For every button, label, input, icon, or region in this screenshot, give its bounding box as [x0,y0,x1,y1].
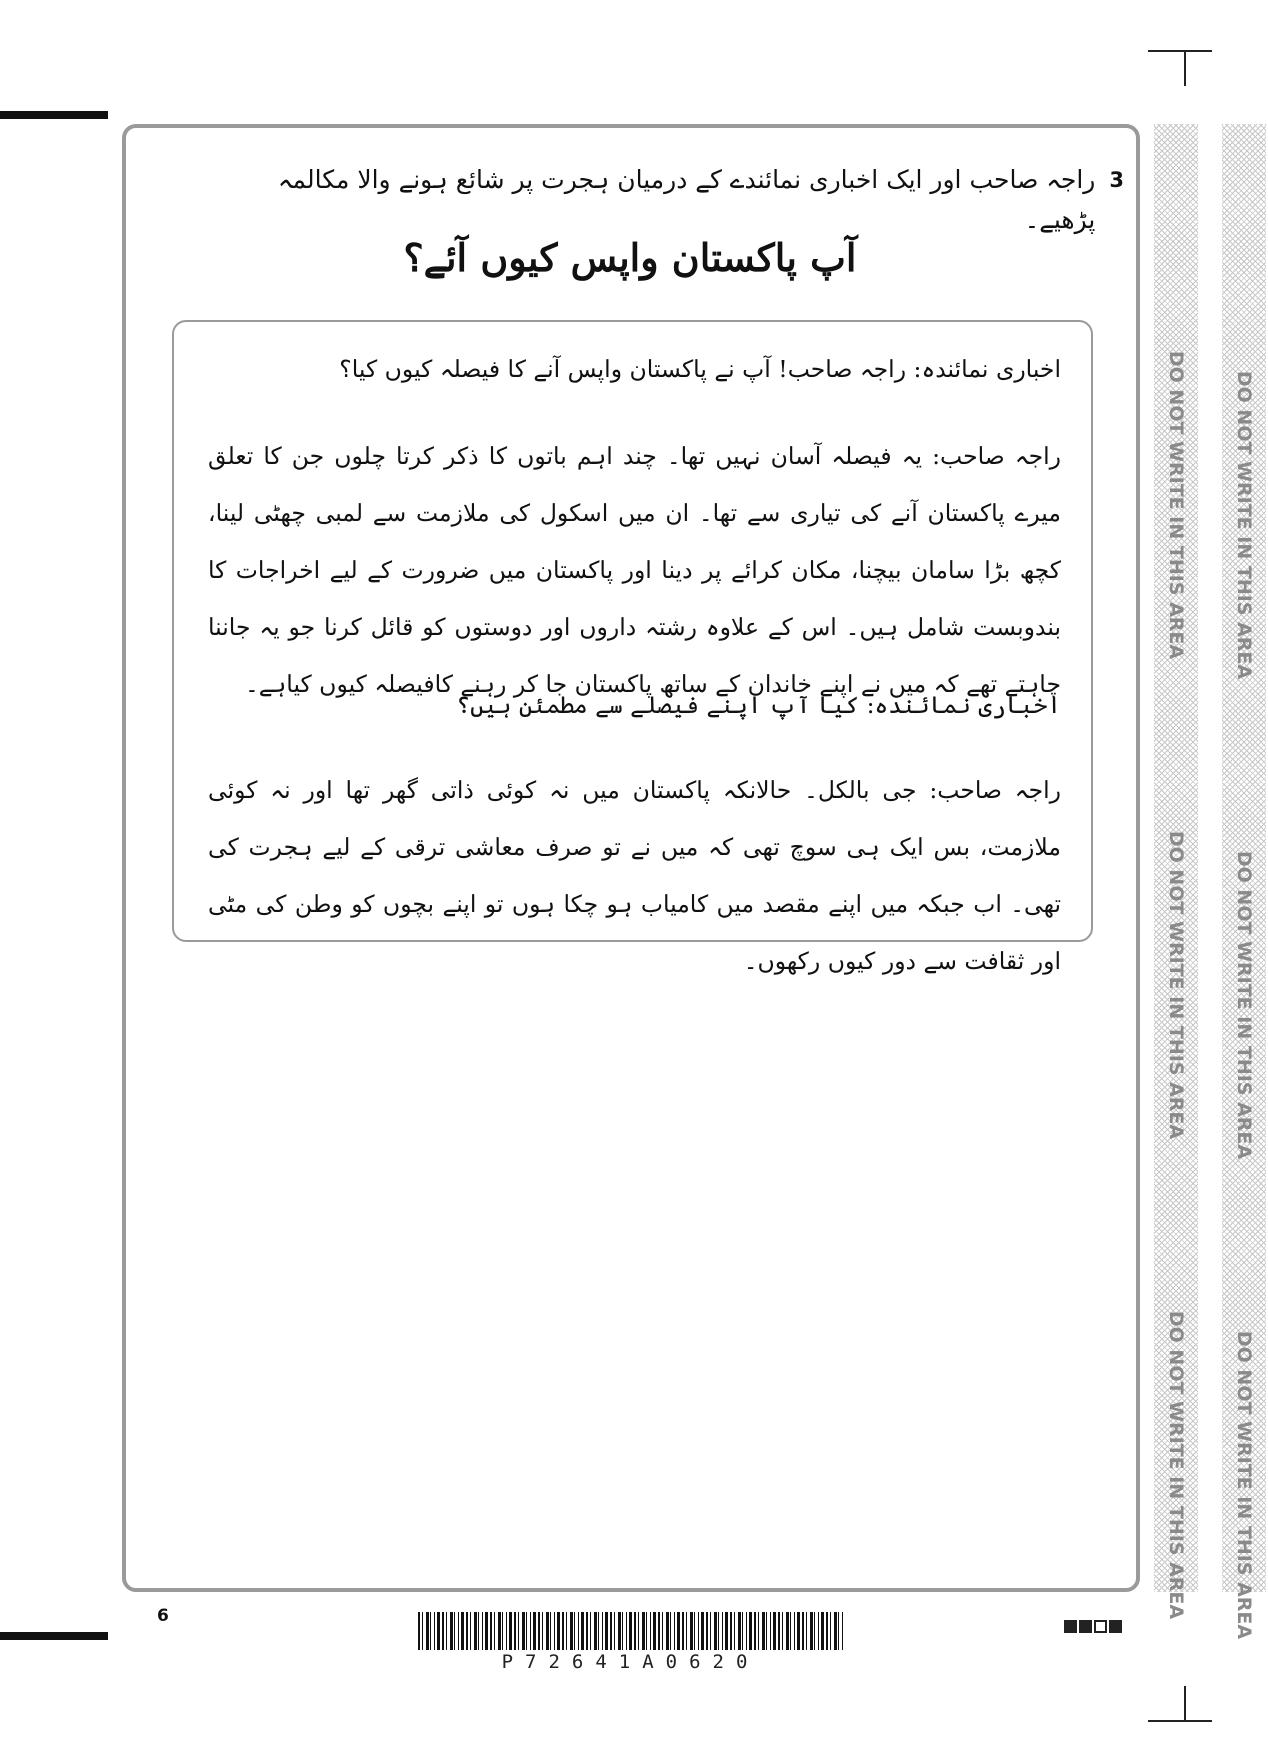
registration-square [1094,1620,1107,1633]
registration-square [1064,1620,1077,1633]
barcode [418,1612,843,1650]
crop-mark [1148,50,1212,52]
margin-bar [0,1632,108,1640]
margin-warning: DO NOT WRITE IN THIS AREA [1165,830,1187,1139]
crop-mark [1184,1686,1186,1722]
margin-warning: DO NOT WRITE IN THIS AREA [1165,350,1187,659]
crop-mark [1148,1720,1212,1722]
margin-strip-inner [1154,124,1198,1619]
dialogue-paragraph: اخباری نمائندہ: کیا آپ اپنے فیصلے سے مطمئن ہیں؟ [456,691,1061,719]
margin-strip-outer [1222,124,1266,1639]
margin-warning: DO NOT WRITE IN THIS AREA [1233,850,1255,1159]
dialogue-paragraph: راجہ صاحب: یہ فیصلہ آسان نہیں تھا۔ چند اہم باتوں کا ذکر کرتا چلوں جن کا تعلق میرے پاکستان آنے کی تیاری سے تھا۔ ان میں اسکول کی ملازمت سے لمبی چھٹی لینا، کچھ بڑا سامان بیچنا، مکان کرائے پر دینا اور پاکستان میں ضرورت کے لیے اخراجات کا بندوبست شامل ہیں۔ اس کے علاوہ رشتہ داروں اور دوستوں کو قائل کرنا جو یہ جاننا چاہتے تھے کہ میں نے اپنے خاندان کے ساتھ پاکستان جا کر رہنے کافیصلہ کیوں کیاہے۔ [208,442,1061,698]
margin-bar [0,111,108,119]
registration-square [1079,1620,1092,1633]
question-number: 3 [1109,168,1124,192]
margin-warning: DO NOT WRITE IN THIS AREA [1165,1310,1187,1619]
page-number: 6 [157,1606,169,1626]
margin-warning: DO NOT WRITE IN THIS AREA [1233,370,1255,679]
dialogue-paragraph: اخباری نمائندہ: راجہ صاحب! آپ نے پاکستان واپس آنے کا فیصلہ کیوں کیا؟ [339,355,1061,383]
registration-square [1109,1620,1122,1633]
article-title: آپ پاکستان واپس کیوں آئے؟ [403,235,857,280]
barcode-text: P72641A0620 [501,1651,760,1673]
dialogue-paragraph: راجہ صاحب: جی بالکل۔ حالانکہ پاکستان میں نہ کوئی ذاتی گھر تھا اور نہ کوئی ملازمت، بس ایک ہی سوچ تھی کہ میں نے تو صرف معاشی ترقی کے لیے ہجرت کی تھی۔ اب جبکہ میں اپنے مقصد میں کامیاب ہو چکا ہوں تو اپنے بچوں کو وطن کی مٹی اور ثقافت سے دور کیوں رکھوں۔ [208,776,1061,975]
question-instruction: راجہ صاحب اور ایک اخباری نمائندے کے درمیان ہجرت پر شائع ہونے والا مکالمہ پڑھیے۔ [277,165,1096,234]
crop-mark [1184,50,1186,86]
margin-warning: DO NOT WRITE IN THIS AREA [1233,1330,1255,1639]
